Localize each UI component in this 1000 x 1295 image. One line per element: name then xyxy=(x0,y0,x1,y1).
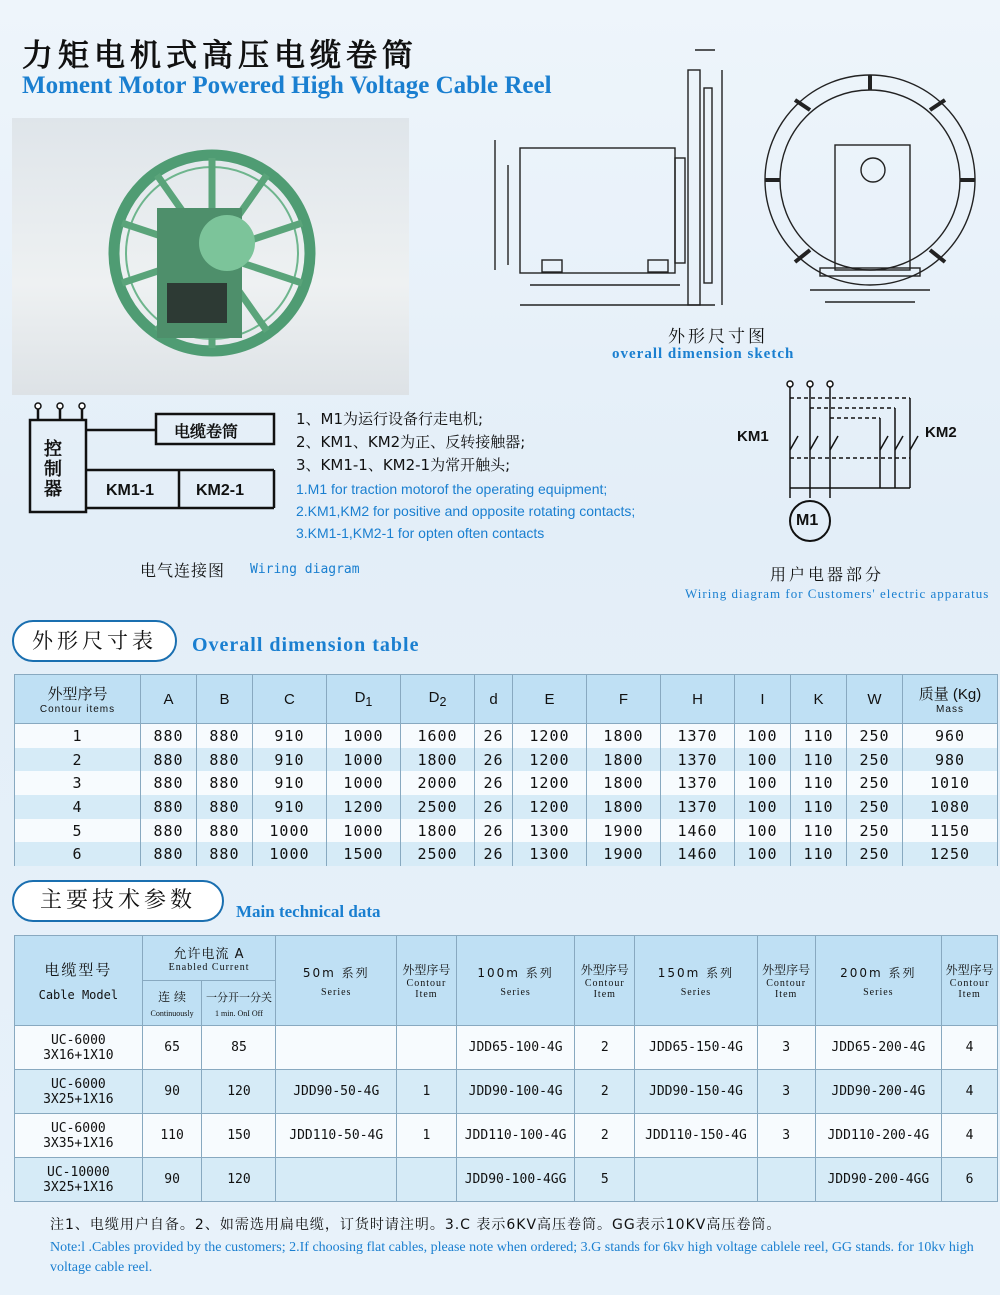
table-cell: JDD110-100-4G xyxy=(456,1114,575,1158)
table-cell xyxy=(757,1158,815,1202)
table-cell xyxy=(635,1158,758,1202)
table-cell: 120 xyxy=(202,1158,276,1202)
table-cell: 100 xyxy=(735,819,791,843)
col-item-200: 外型序号 Contour Item xyxy=(942,936,998,1026)
table-cell: JDD90-200-4G xyxy=(815,1070,942,1114)
wiring-caption-cn: 电气连接图 xyxy=(140,561,226,580)
table-cell: 1800 xyxy=(586,724,660,748)
table-cell: 100 xyxy=(735,842,791,866)
col-series-100: 100m 系列 Series xyxy=(456,936,575,1026)
wiring-caption-en: Wiring diagram xyxy=(250,562,360,577)
col-item-150: 外型序号 Contour Item xyxy=(757,936,815,1026)
table-cell: 110 xyxy=(791,771,847,795)
table-cell: 1150 xyxy=(903,819,998,843)
table-cell: 6 xyxy=(15,842,141,866)
table-cell: 1 xyxy=(397,1070,457,1114)
tech-table-title-en: Main technical data xyxy=(236,902,381,921)
table-cell: 250 xyxy=(846,771,902,795)
table-cell: 26 xyxy=(475,748,513,772)
col-f: F xyxy=(586,675,660,724)
table-cell: 1000 xyxy=(326,771,400,795)
table-cell: 26 xyxy=(475,842,513,866)
table-cell: 2500 xyxy=(401,795,475,819)
note-cn-1: 1、M1为运行设备行走电机; xyxy=(296,410,484,428)
col-cable-model: 电缆型号 Cable Model xyxy=(15,936,143,1026)
col-i: I xyxy=(735,675,791,724)
table-cell: 1000 xyxy=(252,842,326,866)
table-cell: 26 xyxy=(475,724,513,748)
table-row xyxy=(15,748,998,772)
table-cell: 1800 xyxy=(586,795,660,819)
table-cell: 1250 xyxy=(903,842,998,866)
table-cell: 110 xyxy=(791,724,847,748)
page-title-en: Moment Motor Powered High Voltage Cable Reel xyxy=(22,72,552,99)
table-cell: 2 xyxy=(575,1114,635,1158)
col-series-150: 150m 系列 Series xyxy=(635,936,758,1026)
table-cell: JDD90-100-4G xyxy=(456,1070,575,1114)
table-cell: 1500 xyxy=(326,842,400,866)
note-cn-3: 3、KM1-1、KM2-1为常开触头; xyxy=(296,456,511,474)
note-cn-2: 2、KM1、KM2为正、反转接触器; xyxy=(296,433,526,451)
notes-en xyxy=(296,478,635,544)
table-cell xyxy=(276,1158,397,1202)
tech-table-title-cn: 主要技术参数 xyxy=(12,880,224,922)
col-a: A xyxy=(141,675,197,724)
table-cell: 1010 xyxy=(903,771,998,795)
col-d1: $D_1$ xyxy=(326,675,400,724)
table-cell xyxy=(397,1158,457,1202)
table-cell: 65 xyxy=(142,1026,202,1070)
table-cell: 2 xyxy=(575,1070,635,1114)
col-enabled-current: 允许电流 A Enabled Current xyxy=(142,936,276,981)
table-cell: 880 xyxy=(141,724,197,748)
table-cell: 110 xyxy=(791,842,847,866)
km1-label: KM1 xyxy=(737,428,769,445)
table-cell: 1200 xyxy=(512,724,586,748)
table-cell: 880 xyxy=(141,748,197,772)
cable-model-cell: UC-10000 3X25+1X16 xyxy=(15,1158,143,1202)
col-b: B xyxy=(196,675,252,724)
table-cell: 4 xyxy=(942,1026,998,1070)
table-cell: 880 xyxy=(141,771,197,795)
table-cell: 880 xyxy=(196,819,252,843)
col-k: K xyxy=(791,675,847,724)
table-cell: 910 xyxy=(252,748,326,772)
col-h: H xyxy=(661,675,735,724)
table-cell: 4 xyxy=(942,1114,998,1158)
notes-cn xyxy=(296,408,525,477)
table-cell: 1800 xyxy=(401,748,475,772)
cable-reel-photo-illustration xyxy=(12,118,409,395)
sketch-caption-en: overall dimension sketch xyxy=(612,346,795,362)
table-cell: 85 xyxy=(202,1026,276,1070)
note-en-3: 3.KM1-1,KM2-1 for opten often contacts xyxy=(296,525,545,541)
table-cell: 1200 xyxy=(512,771,586,795)
table-cell: 1200 xyxy=(512,795,586,819)
table-cell: 1370 xyxy=(661,771,735,795)
col-one-minute: 一分开一分关 1 min. OnI Off xyxy=(202,981,276,1026)
footnote-en: Note:l .Cables provided by the customers; 2.If choosing flat cables, please note when ordered; 3.G stands for 6kv high voltage cablele reel, GG stands. for 10kv high voltage cable reel. xyxy=(50,1240,974,1275)
table-cell: 5 xyxy=(575,1158,635,1202)
table-cell: JDD110-150-4G xyxy=(635,1114,758,1158)
table-row xyxy=(15,819,998,843)
table-cell: 960 xyxy=(903,724,998,748)
table-cell: 1 xyxy=(15,724,141,748)
km1-1-label: KM1-1 xyxy=(106,482,155,499)
product-photo xyxy=(12,118,409,395)
table-cell: 100 xyxy=(735,795,791,819)
table-cell: 880 xyxy=(141,795,197,819)
table-cell: 1800 xyxy=(586,748,660,772)
cable-model-cell: UC-6000 3X35+1X16 xyxy=(15,1114,143,1158)
table-cell: 26 xyxy=(475,771,513,795)
sketch-caption-cn: 外形尺寸图 xyxy=(668,327,768,347)
table-cell: JDD90-50-4G xyxy=(276,1070,397,1114)
table-cell: 3 xyxy=(757,1070,815,1114)
table-cell: 150 xyxy=(202,1114,276,1158)
table-cell: JDD110-200-4G xyxy=(815,1114,942,1158)
table-cell: 3 xyxy=(757,1114,815,1158)
table-cell: 880 xyxy=(141,819,197,843)
dim-table-title-cn: 外形尺寸表 xyxy=(12,620,177,662)
table-cell: 110 xyxy=(791,748,847,772)
note-en-2: 2.KM1,KM2 for positive and opposite rotating contacts; xyxy=(296,503,636,519)
cable-model-cell: UC-6000 3X16+1X10 xyxy=(15,1026,143,1070)
table-cell: 1900 xyxy=(586,819,660,843)
table-cell: 880 xyxy=(196,724,252,748)
dim-table-title-en: Overall dimension table xyxy=(192,634,420,656)
table-row xyxy=(15,842,998,866)
col-item-100: 外型序号 Contour Item xyxy=(575,936,635,1026)
table-cell: 1800 xyxy=(401,819,475,843)
table-cell: 2 xyxy=(15,748,141,772)
col-series-50: 50m 系列 Series xyxy=(276,936,397,1026)
col-d: d xyxy=(475,675,513,724)
table-cell: 880 xyxy=(196,795,252,819)
col-item-50: 外型序号 Contour Item xyxy=(397,936,457,1026)
table-cell: 2 xyxy=(575,1026,635,1070)
col-d2: $D_2$ xyxy=(401,675,475,724)
table-cell: 1200 xyxy=(512,748,586,772)
table-row xyxy=(15,771,998,795)
table-cell: 1460 xyxy=(661,842,735,866)
table-cell: 1080 xyxy=(903,795,998,819)
table-cell: JDD65-150-4G xyxy=(635,1026,758,1070)
table-cell: 26 xyxy=(475,795,513,819)
table-cell: 26 xyxy=(475,819,513,843)
table-row xyxy=(15,1070,998,1114)
table-cell: 90 xyxy=(142,1158,202,1202)
table-cell: JDD90-100-4GG xyxy=(456,1158,575,1202)
table-cell: 120 xyxy=(202,1070,276,1114)
table-cell: 3 xyxy=(15,771,141,795)
table-cell: 2000 xyxy=(401,771,475,795)
table-row xyxy=(15,1158,998,1202)
table-cell: 910 xyxy=(252,795,326,819)
table-cell: 1 xyxy=(397,1114,457,1158)
col-contour-items: 外型序号 Contour items xyxy=(15,675,141,724)
table-cell: 90 xyxy=(142,1070,202,1114)
technical-data-table xyxy=(14,935,998,1202)
table-cell: 1370 xyxy=(661,748,735,772)
km2-1-label: KM2-1 xyxy=(196,482,245,499)
cable-model-cell: UC-6000 3X25+1X16 xyxy=(15,1070,143,1114)
table-row xyxy=(15,724,998,748)
table-row xyxy=(15,1114,998,1158)
table-cell: 880 xyxy=(196,842,252,866)
col-series-200: 200m 系列 Series xyxy=(815,936,942,1026)
table-cell xyxy=(276,1026,397,1070)
table-cell: 110 xyxy=(142,1114,202,1158)
table-cell: 250 xyxy=(846,795,902,819)
table-cell: 1000 xyxy=(326,748,400,772)
table-cell: 880 xyxy=(196,748,252,772)
km2-label: KM2 xyxy=(925,424,957,441)
footnote-cn: 注1、电缆用户自备。2、如需选用扁电缆，订货时请注明。3.C 表示6KV高压卷筒。GG表示10KV高压卷筒。 xyxy=(50,1217,782,1233)
table-cell: 1900 xyxy=(586,842,660,866)
table-cell: 880 xyxy=(196,771,252,795)
m1-label: M1 xyxy=(796,512,819,529)
table-cell: JDD90-200-4GG xyxy=(815,1158,942,1202)
col-w: W xyxy=(846,675,902,724)
customer-caption-en: Wiring diagram for Customers' electric apparatus xyxy=(685,586,990,601)
table-cell: JDD65-200-4G xyxy=(815,1026,942,1070)
col-continuous: 连 续 Continuously xyxy=(142,981,202,1026)
table-cell: 1000 xyxy=(326,724,400,748)
table-cell: 1460 xyxy=(661,819,735,843)
table-cell: 250 xyxy=(846,842,902,866)
table-cell: 1300 xyxy=(512,842,586,866)
table-cell: 1600 xyxy=(401,724,475,748)
table-cell: 5 xyxy=(15,819,141,843)
col-c: C xyxy=(252,675,326,724)
table-cell: 1370 xyxy=(661,795,735,819)
table-cell: 100 xyxy=(735,748,791,772)
customer-wiring-diagram xyxy=(770,378,920,543)
col-e: E xyxy=(512,675,586,724)
table-cell: 980 xyxy=(903,748,998,772)
table-cell: 4 xyxy=(942,1070,998,1114)
table-cell: 250 xyxy=(846,819,902,843)
dimension-table xyxy=(14,674,998,866)
col-mass: 质量 (Kg) Mass xyxy=(903,675,998,724)
table-cell: 910 xyxy=(252,724,326,748)
table-cell: 4 xyxy=(15,795,141,819)
table-cell: 3 xyxy=(757,1026,815,1070)
table-cell: JDD90-150-4G xyxy=(635,1070,758,1114)
cable-reel-label: 电缆卷筒 xyxy=(174,422,239,441)
table-cell: 910 xyxy=(252,771,326,795)
table-cell: 250 xyxy=(846,724,902,748)
customer-caption-cn: 用户电器部分 xyxy=(770,565,885,584)
table-cell xyxy=(397,1026,457,1070)
table-cell: 100 xyxy=(735,724,791,748)
table-row xyxy=(15,1026,998,1070)
table-cell: 1370 xyxy=(661,724,735,748)
table-cell: 880 xyxy=(141,842,197,866)
table-cell: 1000 xyxy=(252,819,326,843)
table-row xyxy=(15,795,998,819)
table-cell: JDD110-50-4G xyxy=(276,1114,397,1158)
page-title-cn: 力矩电机式高压电缆卷筒 xyxy=(22,38,418,74)
table-cell: 110 xyxy=(791,795,847,819)
table-cell: 1300 xyxy=(512,819,586,843)
table-cell: 2500 xyxy=(401,842,475,866)
table-cell: 6 xyxy=(942,1158,998,1202)
table-cell: 100 xyxy=(735,771,791,795)
table-cell: 110 xyxy=(791,819,847,843)
controller-label: 控制器 xyxy=(44,439,62,500)
table-cell: 1000 xyxy=(326,819,400,843)
note-en-1: 1.M1 for traction motorof the operating equipment; xyxy=(296,481,608,497)
table-cell: JDD65-100-4G xyxy=(456,1026,575,1070)
dimension-sketch xyxy=(490,40,990,320)
table-cell: 250 xyxy=(846,748,902,772)
table-cell: 1200 xyxy=(326,795,400,819)
table-cell: 1800 xyxy=(586,771,660,795)
